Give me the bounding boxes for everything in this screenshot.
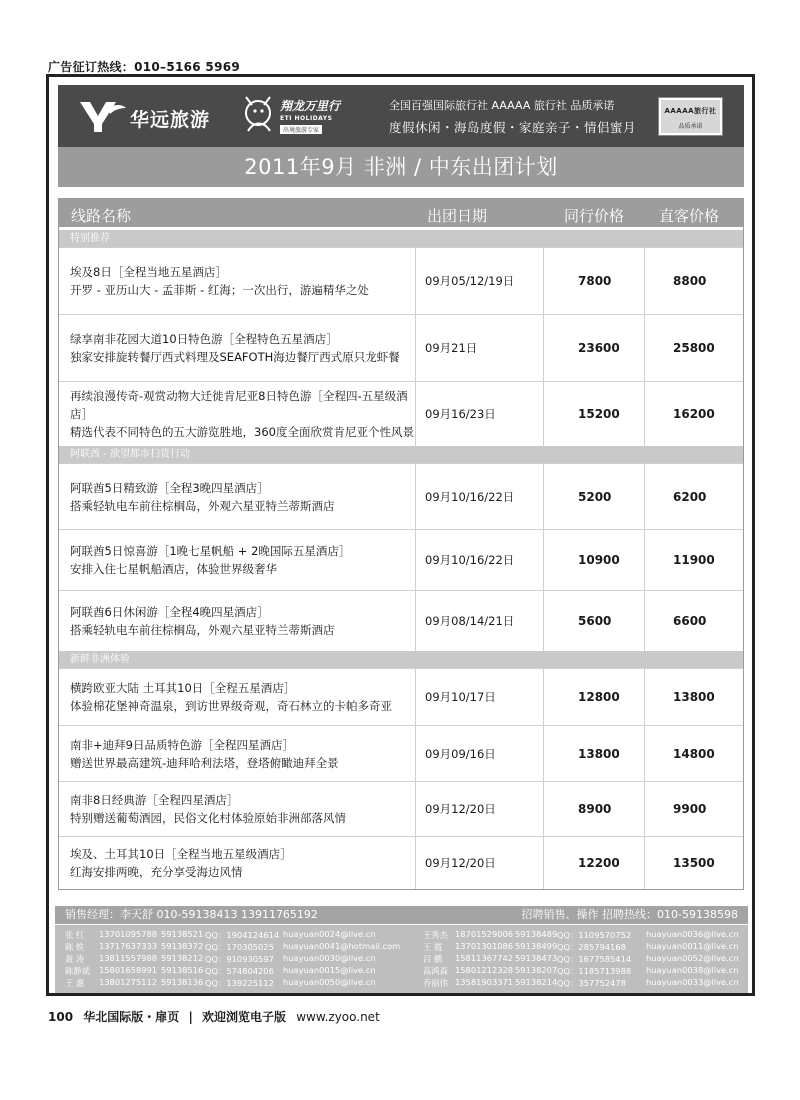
footer-divider: | — [188, 1010, 193, 1024]
contact-ext: 59138214 — [515, 977, 558, 987]
route-desc: 精选代表不同特色的五大游览胜地，360度全面欣赏肯尼亚个性风景 — [70, 425, 414, 439]
departure-date: 09月12/20日 — [416, 782, 544, 836]
contact-name: 乔丽伟 — [423, 978, 448, 988]
contact-name: 陈静斌 — [65, 966, 90, 976]
contact-list — [55, 925, 748, 993]
departure-date: 09月10/17日 — [416, 669, 544, 725]
contact-qq: QQ：1185713988 — [557, 966, 632, 976]
retail-price: 13800 — [673, 690, 715, 704]
contact-qq: QQ：1677585414 — [557, 954, 632, 964]
retail-price: 13500 — [673, 856, 715, 870]
retail-price: 11900 — [673, 553, 715, 567]
contact-mobile: 13701301086 — [455, 941, 514, 951]
table-row — [59, 381, 743, 446]
contact-ext: 59138516 — [161, 965, 204, 975]
departure-date: 09月08/14/21日 — [416, 591, 544, 651]
contact-mobile: 13801275112 — [99, 977, 158, 987]
page-title: 2011年9月 非洲 / 中东出团计划 — [58, 147, 744, 187]
contact-qq: QQ：357752478 — [557, 978, 626, 988]
contact-ext: 59138212 — [161, 953, 204, 963]
contact-qq: QQ：1904124614 — [205, 930, 280, 940]
contact-email: huayuan0011@live.cn — [646, 941, 739, 951]
contact-email: huayuan0033@live.cn — [646, 977, 739, 987]
huayuan-logo-icon — [78, 98, 128, 134]
departure-date: 09月12/20日 — [416, 837, 544, 889]
route-desc: 赠送世界最高建筑-迪拜哈利法塔，登塔俯瞰迪拜全景 — [70, 755, 339, 770]
route-name: 阿联酋5日惊喜游［1晚七星帆船 + 2晚国际五星酒店］ — [70, 544, 351, 558]
route-name: 南非8日经典游［全程四星酒店］ — [70, 793, 239, 807]
contact-ext: 59138489 — [515, 929, 558, 939]
departure-date: 09月05/12/19日 — [416, 248, 544, 314]
contact-name: 王 霞 — [423, 942, 443, 952]
peer-price: 13800 — [544, 726, 645, 781]
route-desc: 搭乘轻轨电车前往棕榈岛，外观六星亚特兰蒂斯酒店 — [70, 498, 335, 513]
peer-price: 5200 — [544, 464, 645, 529]
contact-mobile: 15801212328 — [455, 965, 514, 975]
contact-mobile: 15801658991 — [99, 965, 158, 975]
peer-price: 12200 — [544, 837, 645, 889]
section-header: 特别推荐 — [59, 230, 743, 247]
contact-email: huayuan0038@live.cn — [646, 965, 739, 975]
departure-date: 09月21日 — [416, 315, 544, 381]
contact-name: 吕 鹏 — [423, 954, 443, 964]
table-row — [59, 247, 743, 314]
contact-email: huayuan0024@live.cn — [283, 929, 376, 939]
route-name: 南非+迪拜9日品质特色游［全程四星酒店］ — [70, 737, 294, 752]
badge-top-text: AAAAA旅行社 — [664, 107, 717, 115]
table-row — [59, 668, 743, 725]
departure-date: 09月10/16/22日 — [416, 530, 544, 590]
contact-name: 聂 涛 — [65, 954, 85, 964]
peer-price: 5600 — [544, 591, 645, 651]
contact-mobile: 15811367742 — [455, 953, 514, 963]
contact-ext: 59138521 — [161, 929, 204, 939]
table-row — [59, 836, 743, 889]
route-desc: 红海安排两晚，充分享受海边风情 — [70, 865, 243, 879]
contact-ext: 59138136 — [161, 977, 204, 987]
peer-price: 8900 — [544, 782, 645, 836]
table-row — [59, 314, 743, 381]
quality-badge — [659, 98, 722, 135]
table-row — [59, 725, 743, 781]
contact-qq: QQ：1109570752 — [557, 930, 632, 940]
route-name: 再续浪漫传奇-观赏动物大迁徙肯尼亚8日特色游［全程四-五星级酒店］ — [70, 389, 408, 421]
header-route-name: 线路名称 — [71, 207, 132, 225]
brand-bar — [58, 85, 744, 147]
tour-schedule-table — [58, 198, 744, 890]
contact-name: 张 红 — [65, 930, 85, 940]
partner-tag: 出境旅游专家 — [280, 125, 322, 134]
badge-bottom-text: 品质承诺 — [678, 123, 703, 130]
contact-qq: QQ：574804206 — [205, 966, 274, 976]
contact-email: huayuan0052@live.cn — [646, 953, 739, 963]
website-link[interactable]: www.zyoo.net — [296, 1010, 380, 1024]
contact-name: 王 惠 — [65, 978, 85, 988]
contact-ext: 59138372 — [161, 941, 204, 951]
departure-date: 09月10/16/22日 — [416, 464, 544, 529]
partner-name: 翔龙万里行 — [280, 99, 341, 113]
header-departure-date: 出团日期 — [427, 207, 488, 225]
section-header: 阿联酋 - 欲望都市扫货行动 — [59, 446, 743, 463]
table-row — [59, 781, 743, 836]
retail-price: 6600 — [673, 614, 707, 628]
contact-qq: QQ：285794168 — [557, 942, 626, 952]
route-name: 阿联酋5日精致游［全程3晚四星酒店］ — [70, 480, 269, 495]
edition-label: 华北国际版・扉页 — [83, 1010, 180, 1024]
route-name: 埃及、土耳其10日［全程当地五星级酒店］ — [70, 847, 292, 861]
contact-email: huayuan0015@live.cn — [283, 965, 376, 975]
route-name: 横跨欧亚大陆 土耳其10日［全程五星酒店］ — [70, 681, 296, 695]
page-footer — [48, 1008, 380, 1025]
retail-price: 9900 — [673, 802, 707, 816]
header-retail-price: 直客价格 — [659, 207, 720, 225]
departure-date: 09月16/23日 — [416, 382, 544, 446]
retail-price: 8800 — [673, 274, 707, 288]
sales-manager: 销售经理：李天舒 010-59138413 13911765192 — [65, 908, 318, 921]
contact-ext: 59138473 — [515, 953, 558, 963]
slogan-line-2: 度假休闲・海岛度假・家庭亲子・情侣蜜月 — [389, 120, 637, 135]
route-name: 绿享南非花园大道10日特色游［全程特色五星酒店］ — [70, 332, 338, 346]
peer-price: 23600 — [544, 315, 645, 381]
contact-mobile: 13581903371 — [455, 977, 514, 987]
header-peer-price: 同行价格 — [564, 207, 625, 225]
contact-qq: QQ：170305025 — [205, 942, 274, 952]
contact-mobile: 13717637333 — [99, 941, 158, 951]
contact-mobile: 18701529006 — [455, 929, 514, 939]
contact-ext: 59138499 — [515, 941, 558, 951]
retail-price: 16200 — [673, 407, 715, 421]
route-desc: 安排入住七星帆船酒店，体验世界级奢华 — [70, 562, 277, 576]
ad-hotline: 广告征订热线：010–5166 5969 — [48, 60, 241, 74]
table-row — [59, 463, 743, 529]
table-header — [59, 199, 743, 230]
slogan-line-1: 全国百强国际旅行社 AAAAA 旅行社 品质承诺 — [389, 99, 615, 112]
route-desc: 独家安排旋转餐厅西式料理及SEAFOTH海边餐厅西式原只龙虾餐 — [70, 350, 400, 364]
retail-price: 6200 — [673, 489, 707, 504]
route-desc: 特别赠送葡萄酒园，民俗文化村体验原始非洲部落风情 — [70, 811, 346, 825]
contact-mobile: 13701095788 — [99, 929, 158, 939]
contact-email: huayuan0041@hotmail.com — [283, 941, 401, 951]
sales-bar — [55, 906, 748, 924]
brand-logo-text: 华远旅游 — [130, 109, 211, 131]
route-name: 埃及8日［全程当地五星酒店］ — [70, 265, 227, 279]
table-row — [59, 529, 743, 590]
retail-price: 14800 — [673, 746, 715, 761]
contact-email: huayuan0036@live.cn — [646, 929, 739, 939]
retail-price: 25800 — [673, 341, 715, 355]
page-number: 100 — [48, 1010, 74, 1024]
contact-email: huayuan0030@live.cn — [283, 953, 376, 963]
partner-subtitle: ETI HOLIDAYS — [280, 115, 333, 122]
peer-price: 7800 — [544, 248, 645, 314]
welcome-text: 欢迎浏览电子版 — [202, 1010, 287, 1024]
peer-price: 10900 — [544, 530, 645, 590]
contact-name: 陈 轶 — [65, 942, 85, 952]
route-name: 阿联酋6日休闲游［全程4晚四星酒店］ — [70, 605, 269, 619]
contact-ext: 59138207 — [515, 965, 558, 975]
route-desc: 开罗 - 亚历山大 - 孟菲斯 - 红海；一次出行，游遍精华之处 — [70, 283, 369, 297]
peer-price: 15200 — [544, 382, 645, 446]
peer-price: 12800 — [544, 669, 645, 725]
section-header: 新鲜非洲体验 — [59, 651, 743, 668]
recruitment-hotline: 招聘销售、操作 招聘热线：010-59138598 — [521, 908, 738, 921]
advert-frame — [46, 74, 755, 996]
contact-qq: QQ：139225112 — [205, 978, 274, 988]
departure-date: 09月09/16日 — [416, 726, 544, 781]
route-desc: 体验棉花堡神奇温泉，到访世界级奇观，奇石林立的卡帕多奇亚 — [70, 699, 392, 713]
contact-email: huayuan0050@live.cn — [283, 977, 376, 987]
contact-name: 高鸿森 — [423, 966, 448, 976]
route-desc: 搭乘轻轨电车前往棕榈岛，外观六星亚特兰蒂斯酒店 — [70, 623, 335, 637]
contact-mobile: 13811557988 — [99, 953, 158, 963]
contact-qq: QQ：910930597 — [205, 954, 274, 964]
contact-name: 王秀杰 — [423, 930, 448, 940]
table-row — [59, 590, 743, 651]
